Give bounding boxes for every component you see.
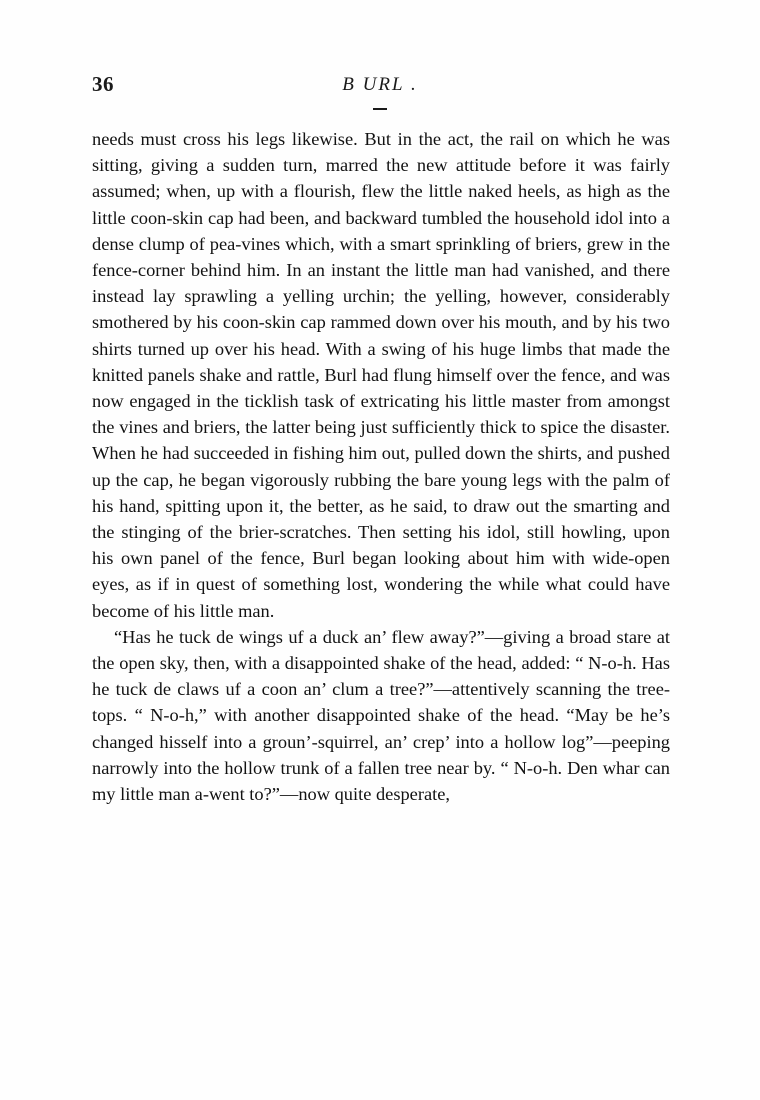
running-head: B URL . [342,74,418,95]
page-header [92,72,668,106]
body-text [92,126,670,807]
paragraph: “Has he tuck de wings uf a duck an’ flew away?”—giving a broad stare at the open sky, then, with a disappointed shake of the head, added: “ N-o-h. Has he tuck de claws uf a coon an’ clum a tree?”—attentively scanning the tree-tops. “ N-o-h,” with another disappointed shake of the head. “May be he’s changed hisself into a groun’-squirrel, an’ crep’ into a hollow log”—peeping narrowly into the hollow trunk of a fallen tree near by. “ N-o-h. Den whar can my little man a-went to?”—now quite desperate, [92,626,670,805]
page-number: 36 [92,72,114,96]
paragraph: needs must cross his legs likewise. But in the act, the rail on which he was sitting, giving a sudden turn, marred the new attitude before it was fairly assumed; when, up with a flourish, flew the little naked heels, as high as the little coon-skin cap had been, and backward tumbled the household idol into a dense clump of pea-vines which, with a smart sprinkling of briers, grew in the fence-corner behind him. In an instant the little man had vanished, and there instead lay sprawling a yelling urchin; the yelling, however, considerably smothered by his coon-skin cap rammed down over his mouth, and by his two shirts turned up over his head. With a swing of his huge limbs that made the knitted panels shake and rattle, Burl had flung himself over the fence, and was now engaged in the ticklish task of extricating his little master from amongst the vines and briers, the latter being just sufficiently thick to spice the disaster. When he had succeeded in fishing him out, pulled down the shirts, and pushed up the cap, he began vigorously rubbing the bare young legs with the palm of his hand, spitting upon it, the better, as he said, to draw out the smarting and the stinging of the brier-scratches. Then setting his idol, still howling, upon his own panel of the fence, Burl began looking about him with wide-open eyes, as if in quest of something lost, wondering the while what could have become of his little man. [92,129,670,621]
header-divider-rule [373,108,387,110]
